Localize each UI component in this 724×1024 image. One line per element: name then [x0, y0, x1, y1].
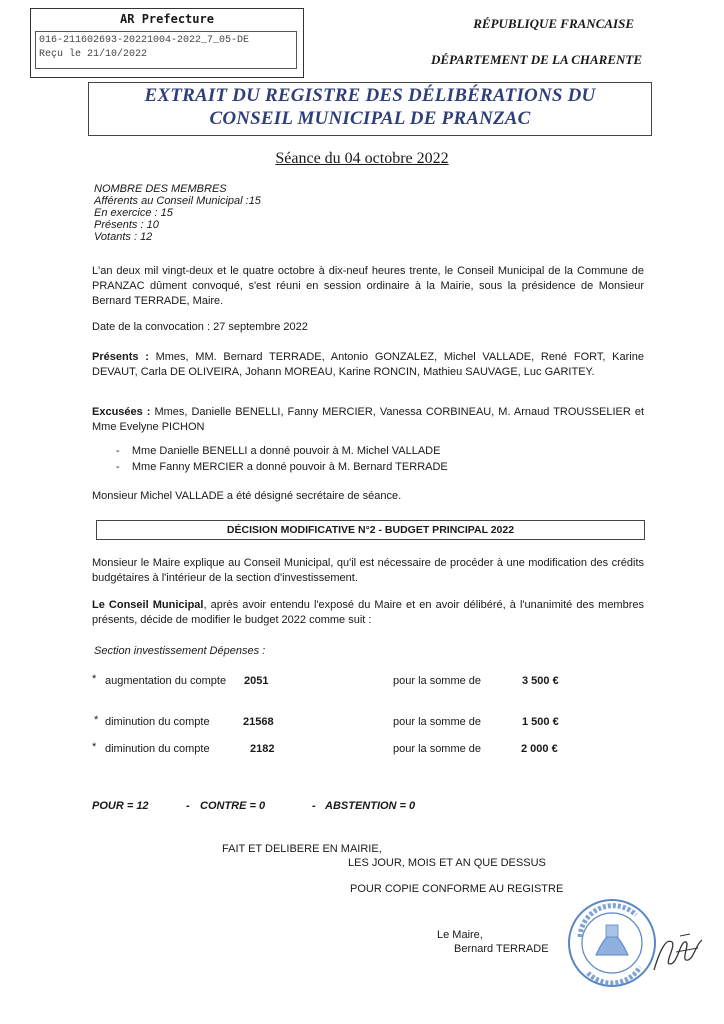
- title-line-1: EXTRAIT DU REGISTRE DES DÉLIBÉRATIONS DU: [144, 85, 596, 106]
- title-line-2: CONSEIL MUNICIPAL DE PRANZAC: [209, 108, 531, 129]
- budget-line-somme-label: pour la somme de: [393, 716, 482, 728]
- expose-paragraph: Monsieur le Maire explique au Conseil Municipal, qu'il est nécessaire de procéder à une modification des crédits budgétaires à l'intérieur de la section d'investissement.: [92, 557, 644, 584]
- excuses-text: Mmes, Danielle BENELLI, Fanny MERCIER, Vanessa CORBINEAU, M. Arnaud TROUSSELIER et Mme Evelyne PICHON: [92, 406, 645, 433]
- budget-line-label: diminution du compte: [105, 716, 210, 728]
- department-header: DÉPARTEMENT DE LA CHARENTE: [430, 52, 642, 67]
- stamp-inner-box: [35, 31, 297, 69]
- vote-contre: CONTRE = 0: [200, 800, 266, 812]
- members-heading: NOMBRE DES MEMBRES: [94, 183, 227, 195]
- closing-line-1: FAIT ET DELIBERE EN MAIRIE,: [222, 843, 382, 855]
- vote-abstention: ABSTENTION = 0: [325, 800, 416, 812]
- presents-paragraph: [92, 350, 644, 380]
- members-votants: Votants : 12: [94, 231, 153, 243]
- closing-line-3: POUR COPIE CONFORME AU REGISTRE: [350, 883, 564, 895]
- decision-title: DÉCISION MODIFICATIVE N°2 - BUDGET PRINCIPAL 2022: [96, 520, 645, 540]
- budget-line-label: diminution du compte: [105, 743, 210, 755]
- budget-line-bullet: *: [94, 714, 99, 726]
- budget-line-label: augmentation du compte: [105, 675, 227, 687]
- budget-line-somme-label: pour la somme de: [393, 743, 482, 755]
- closing-line-2: LES JOUR, MOIS ET AN QUE DESSUS: [348, 857, 546, 869]
- document-title-box: [88, 82, 652, 136]
- excuses-label: Excusées :: [92, 406, 151, 418]
- pouvoir-item: - Mme Danielle BENELLI a donné pouvoir à M. Michel VALLADE: [116, 445, 441, 457]
- budget-line-bullet: *: [92, 741, 97, 753]
- stamp-received-date: Reçu le 21/10/2022: [39, 49, 148, 60]
- session-date: Séance du 04 octobre 2022: [275, 150, 449, 167]
- budget-line-montant: 2 000 €: [521, 743, 558, 755]
- members-afferents: Afférents au Conseil Municipal :15: [94, 195, 261, 207]
- section-heading: Section investissement Dépenses :: [94, 645, 266, 657]
- excuses-paragraph: [92, 405, 644, 435]
- stamp-reference: 016-211602693-20221004-2022_7_05-DE: [39, 35, 250, 46]
- republic-header: RÉPUBLIQUE FRANCAISE: [473, 16, 634, 31]
- budget-line-montant: 1 500 €: [522, 716, 559, 728]
- budget-line-compte: 2182: [250, 743, 275, 755]
- signature-role: Le Maire,: [437, 929, 483, 941]
- budget-line-somme-label: pour la somme de: [393, 675, 482, 687]
- conseil-label: Le Conseil Municipal: [92, 599, 204, 611]
- handwritten-signature-icon: [650, 930, 706, 976]
- secretary-line: Monsieur Michel VALLADE a été désigné secrétaire de séance.: [92, 490, 402, 502]
- pouvoir-item: - Mme Fanny MERCIER a donné pouvoir à M. Bernard TERRADE: [116, 461, 448, 473]
- budget-line-bullet: *: [92, 673, 97, 685]
- budget-line-compte: 2051: [244, 675, 269, 687]
- stamp-title: AR Prefecture: [120, 12, 214, 26]
- vote-separator: -: [312, 800, 316, 812]
- budget-line-montant: 3 500 €: [522, 675, 559, 687]
- mairie-seal-icon: [566, 897, 658, 989]
- members-block: [94, 183, 261, 243]
- intro-paragraph: L'an deux mil vingt-deux et le quatre octobre à dix-neuf heures trente, le Conseil Municipal de la Commune de PRANZAC dûment convoqué, s'est réuni en session ordinaire à la Mairie, sous la présidence de Monsieur Bernard TERRADE, Maire.: [92, 265, 644, 307]
- presents-label: Présents :: [92, 351, 149, 363]
- budget-line-compte: 21568: [243, 716, 274, 728]
- presents-text: Mmes, MM. Bernard TERRADE, Antonio GONZALEZ, Michel VALLADE, René FORT, Karine DEVAUT, Carla DE OLIVEIRA, Johann MOREAU, Karine RONCIN, Mathieu SAUVAGE, Luc GARITEY.: [92, 351, 644, 378]
- vote-separator: -: [186, 800, 190, 812]
- conseil-text: , après avoir entendu l'exposé du Maire et en avoir délibéré, à l'unanimité des membres présents, décide de modifier le budget 2022 comme suit :: [92, 599, 644, 626]
- signature-name: Bernard TERRADE: [454, 943, 549, 955]
- members-exercice: En exercice : 15: [94, 207, 173, 219]
- conseil-paragraph: [92, 598, 644, 628]
- members-presents: Présents : 10: [94, 219, 159, 231]
- prefecture-stamp: [30, 8, 304, 78]
- vote-pour: POUR = 12: [92, 800, 149, 812]
- convocation-date: Date de la convocation : 27 septembre 2022: [92, 321, 308, 333]
